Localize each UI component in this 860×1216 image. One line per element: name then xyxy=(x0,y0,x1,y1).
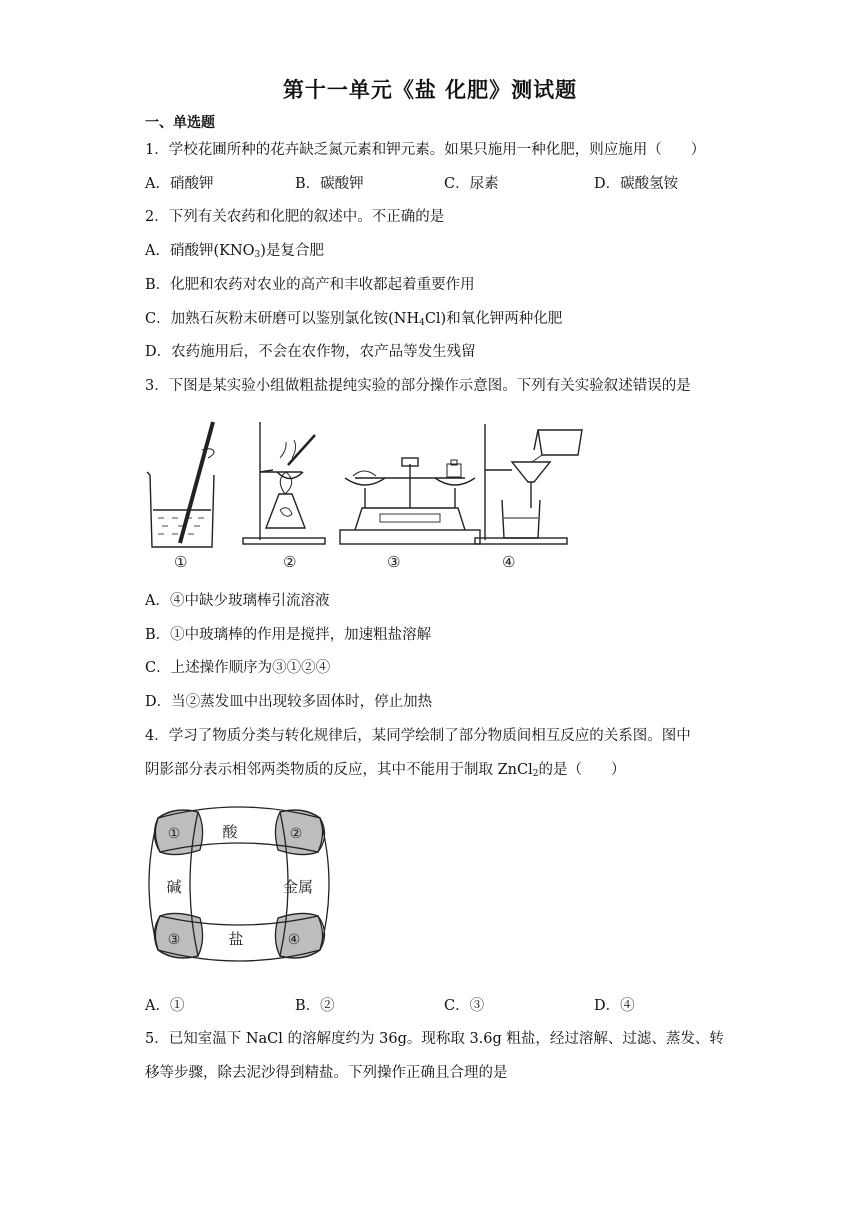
substance-relation-diagram xyxy=(148,800,330,970)
q4-option-b: B．② xyxy=(295,998,335,1014)
q4-option-d: D．④ xyxy=(594,998,635,1014)
q3-option-d: D．当②蒸发皿中出现较多固体时，停止加热 xyxy=(145,694,433,710)
figure-label-4: ④ xyxy=(502,553,516,571)
corner-label-2: ② xyxy=(289,826,303,842)
section-heading: 一、单选题 xyxy=(145,115,215,131)
salt-purification-figure xyxy=(140,410,600,575)
q4-option-c: C．③ xyxy=(444,998,485,1014)
q2-option-d: D．农药施用后，不会在农作物，农产品等发生残留 xyxy=(145,344,476,360)
q4-option-a: A．① xyxy=(145,998,185,1014)
q1-option-c: C．尿素 xyxy=(444,176,499,192)
q2-option-c: C．加熟石灰粉末研磨可以鉴别氯化铵$(NH_4Cl)$和氧化钾两种化肥 xyxy=(145,311,563,328)
label-acid: 酸 xyxy=(222,823,238,841)
filtration-illustration xyxy=(475,424,582,544)
evaporation-illustration xyxy=(243,422,325,544)
question-1-stem: 1．学校花圃所种的花卉缺乏氮元素和钾元素。如果只施用一种化肥，则应施用（ ） xyxy=(145,142,706,158)
q3-option-b: B．①中玻璃棒的作用是搅拌，加速粗盐溶解 xyxy=(145,627,432,643)
q3-option-a: A．④中缺少玻璃棒引流溶液 xyxy=(145,593,330,609)
q3-option-c: C．上述操作顺序为③①②④ xyxy=(145,660,331,676)
corner-label-4: ④ xyxy=(287,932,301,948)
q2-option-b: B．化肥和农药对农业的高产和丰收都起着重要作用 xyxy=(145,277,475,293)
label-base: 碱 xyxy=(166,878,182,896)
figure-label-2: ② xyxy=(283,553,297,571)
corner-label-3: ③ xyxy=(167,932,181,948)
question-5-stem-line2: 移等步骤，除去泥沙得到精盐。下列操作正确且合理的是 xyxy=(145,1065,508,1081)
q2-option-a: A．硝酸钾$(KNO_3)$是复合肥 xyxy=(145,243,324,260)
q1-option-b: B．碳酸钾 xyxy=(295,176,364,192)
figure-label-1: ① xyxy=(174,553,188,571)
label-metal: 金属 xyxy=(282,878,314,896)
q1-option-a: A．硝酸钾 xyxy=(145,176,214,192)
corner-label-1: ① xyxy=(167,826,181,842)
beaker-stirring-illustration xyxy=(147,422,214,547)
q1-option-d: D．碳酸氢铵 xyxy=(594,176,679,192)
question-2-stem: 2．下列有关农药和化肥的叙述中。不正确的是 xyxy=(145,209,445,225)
page-title: 第十一单元《盐 化肥》测试题 xyxy=(282,78,578,102)
figure-label-3: ③ xyxy=(387,553,401,571)
label-salt: 盐 xyxy=(228,930,244,948)
question-3-stem: 3．下图是某实验小组做粗盐提纯实验的部分操作示意图。下列有关实验叙述错误的是 xyxy=(145,378,691,394)
question-4-stem-line2: 阴影部分表示相邻两类物质的反应，其中不能用于制取 ZnCl$_2$的是（ ） xyxy=(145,762,626,779)
balance-illustration xyxy=(340,458,480,544)
question-5-stem-line1: 5．已知室温下 NaCl 的溶解度约为 36g。现称取 3.6g 粗盐，经过溶解、过滤、蒸发、转 xyxy=(145,1031,724,1047)
question-4-stem-line1: 4．学习了物质分类与转化规律后，某同学绘制了部分物质间相互反应的关系图。图中 xyxy=(145,728,691,744)
